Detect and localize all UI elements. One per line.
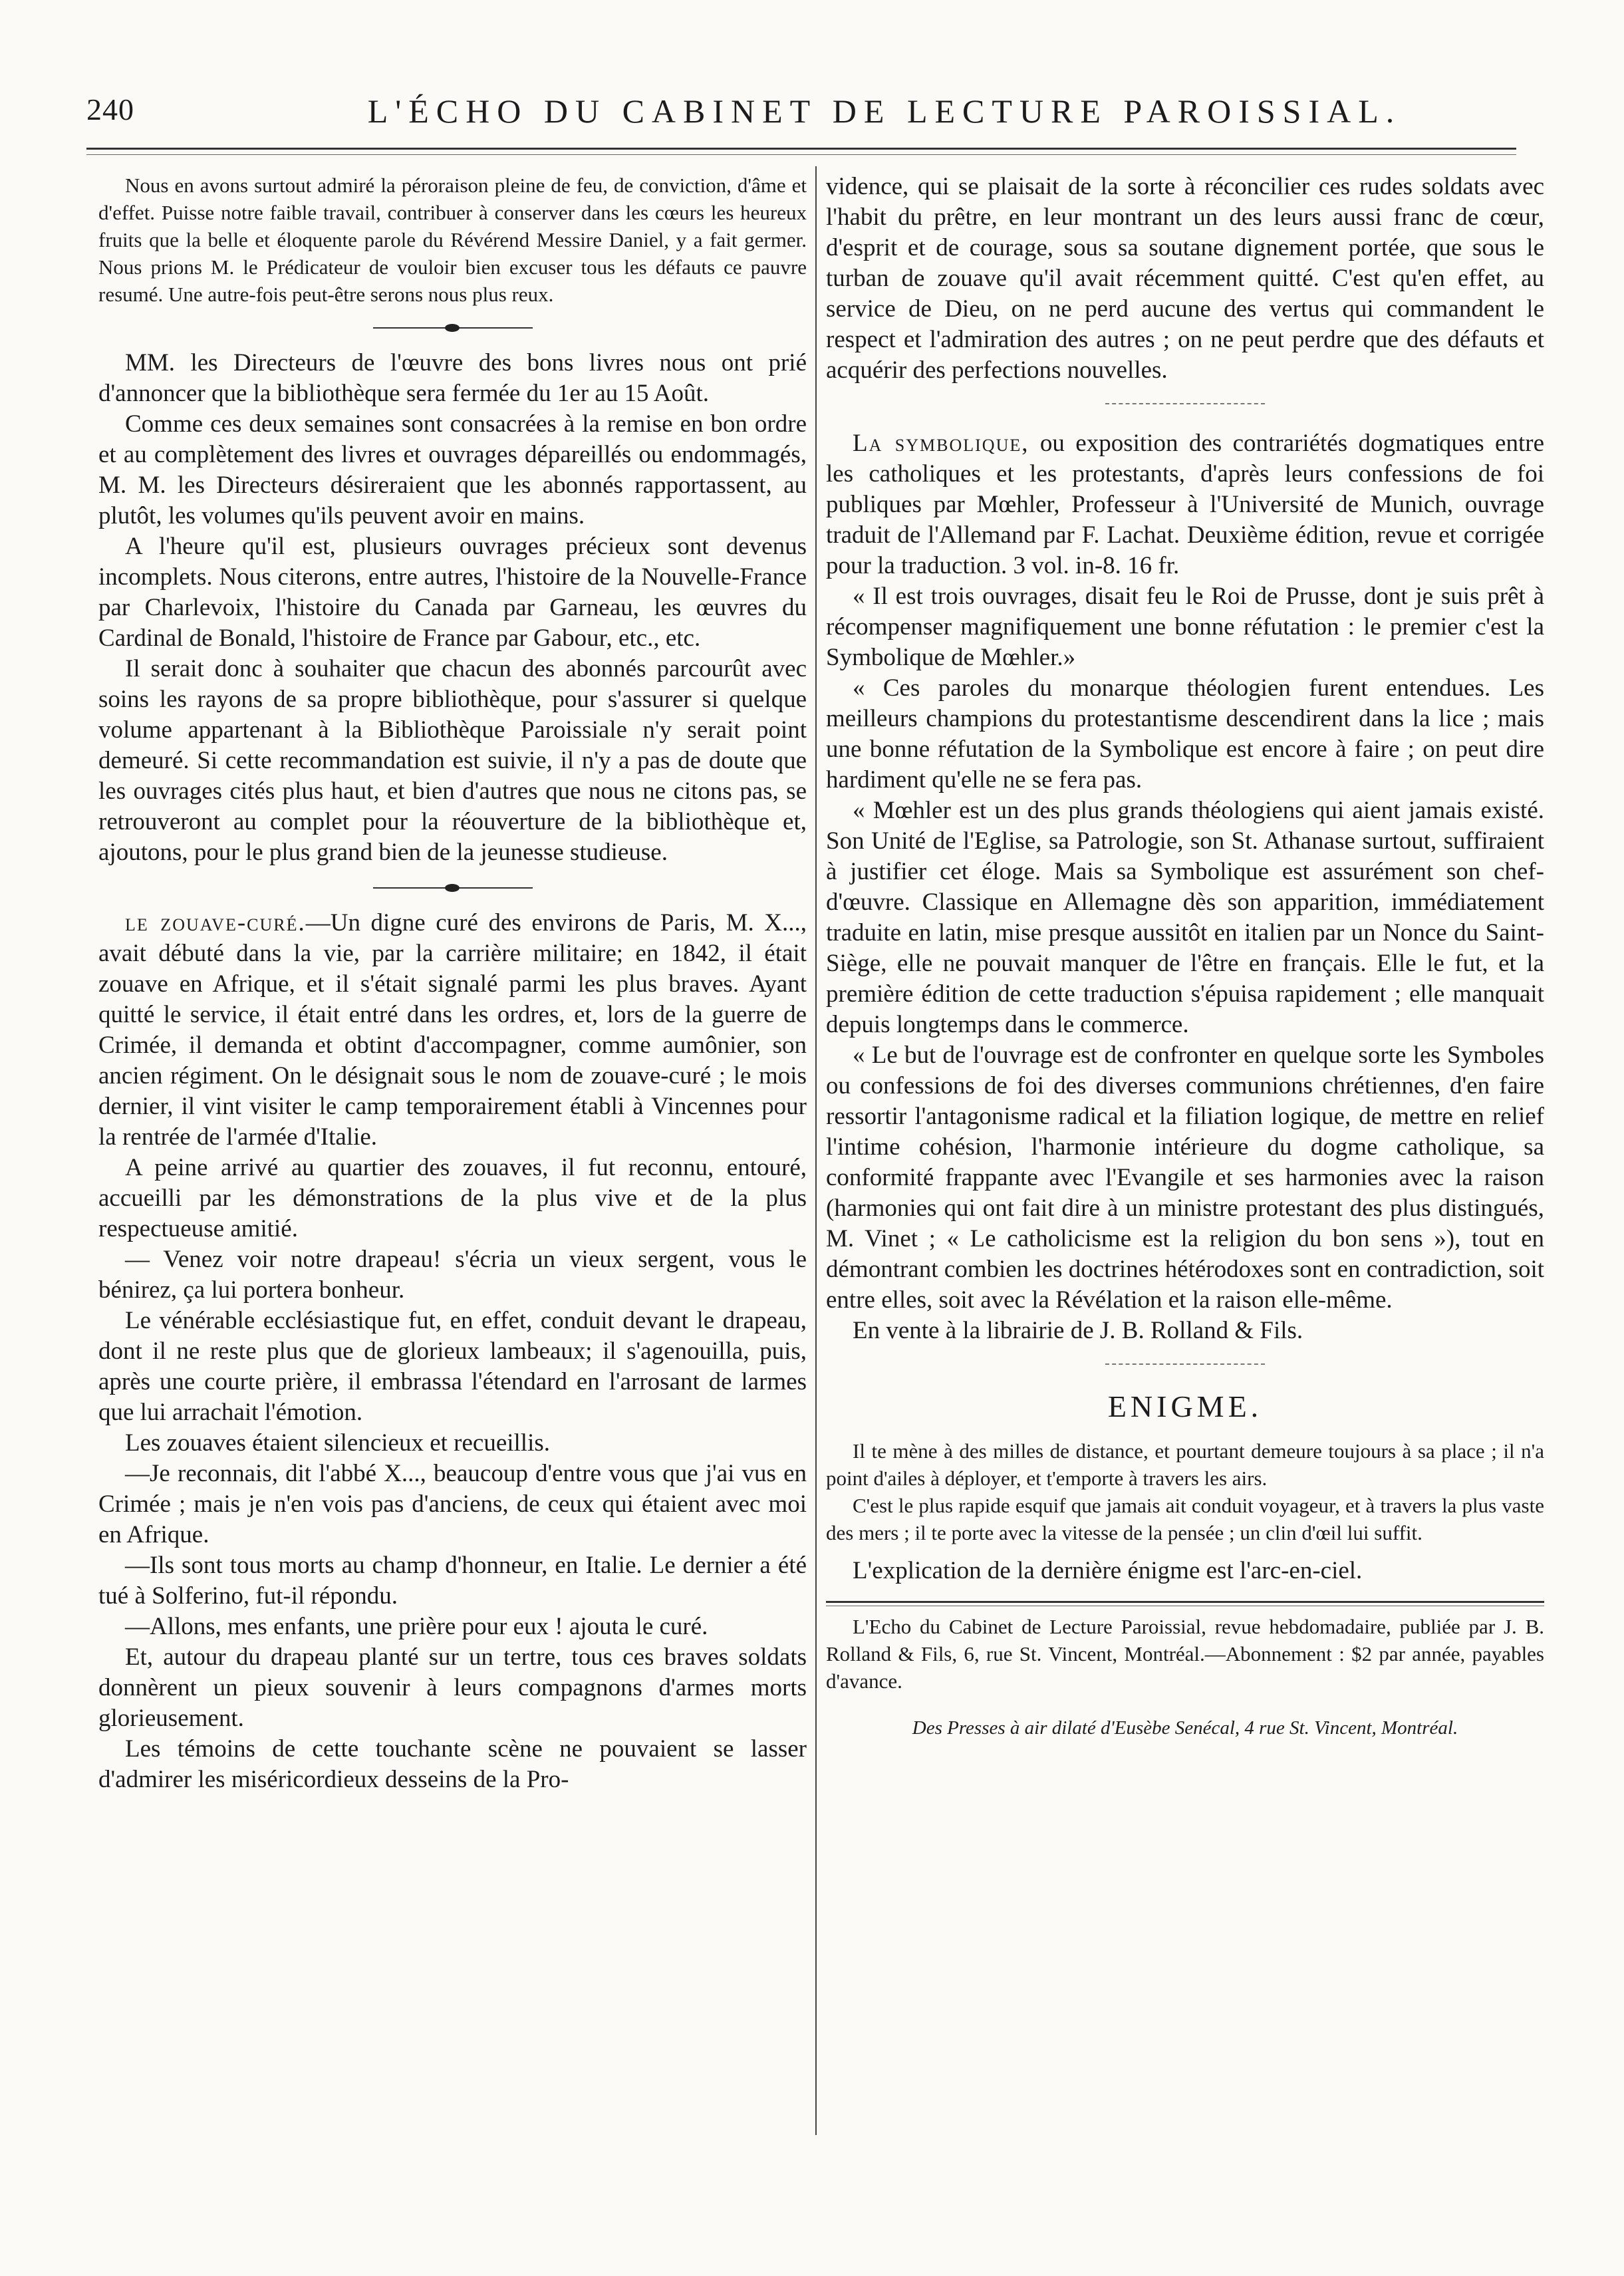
section-separator (373, 883, 533, 893)
paragraph-symbolique: « Il est trois ouvrages, disait feu le Roi de Prusse, dont je suis prêt à récompenser magnifiquement une bonne réfutation : le premier c'est la Symbolique de Mœhler.» (826, 583, 1544, 671)
paragraph-zouave: —Allons, mes enfants, une prière pour eux ! ajouta le curé. (125, 1613, 708, 1640)
paragraph-symbolique: « Mœhler est un des plus grands théologiens qui aient jamais existé. Son Unité de l'Eglise, sa Patrologie, son St. Athanase surtout, suffiraient à justifier cet éloge. Mais sa Symbolique est assurément son chef-d'œuvre. Classique en Allemagne dès son apparition, immédiatement traduite en latin, mise presque aussitôt en italien par un Nonce du Saint-Siège, elle ne pouvait manquer de l'être en français. Elle le fut, et la première édition de cette traduction s'épuisa rapidement ; elle manquait depuis longtemps dans le commerce. (826, 797, 1544, 1038)
paragraph-return-request: Comme ces deux semaines sont consacrées à la remise en bon ordre et au complètement des livres et ouvrages dépareillés ou endommagés, M. M. les Directeurs désireraient que les abonnés rapportassent, au plutôt, les volumes qu'ils peuvent avoir en mains. (98, 410, 807, 529)
subscription-notice: L'Echo du Cabinet de Lecture Paroissial, revue hebdomadaire, publiée par J. B. Rolland & Fils, 6, rue St. Vincent, Montréal.—Abonnement : $2 par année, payables d'avance. (826, 1615, 1544, 1693)
column-divider (815, 166, 817, 2135)
paragraph-announcement: MM. les Directeurs de l'œuvre des bons livres nous ont prié d'annoncer que la bibliothèque sera fermée du 1er au 15 Août. (98, 349, 807, 407)
symbolique-heading: La symbolique, (853, 430, 1029, 457)
printer-imprint: Des Presses à air dilaté d'Eusèbe Senécal, 4 rue St. Vincent, Montréal. (912, 1717, 1458, 1739)
paragraph-symbolique: La symbolique, ou exposition des contrariétés dogmatiques entre les catholiques et les protestants, d'après leurs confessions de foi publiques par Mœhler, Professeur à l'Université de Munich, ouvrage traduit de l'Allemand par F. Lachat. Deuxième édition, revue et corrigée pour la traduction. 3 vol. in-8. 16 fr. (826, 430, 1544, 579)
paragraph-recommendation: Il serait donc à souhaiter que chacun des abonnés parcourût avec soins les rayons de sa propre bibliothèque, pour s'assurer si quelque volume appartenant à la Bibliothèque Paroissiale n'y serait point demeuré. Si cette recommandation est suivie, il n'y a pas de doute que les ouvrages cités plus haut, et bien d'autres que nous ne citons pas, se retrouveront au complet pour la réouverture de la bibliothèque et, ajoutons, pour le plus grand bien de la jeunesse studieuse. (98, 655, 807, 866)
paragraph-incomplete-works: A l'heure qu'il est, plusieurs ouvrages précieux sont devenus incomplets. Nous citerons, entre autres, l'histoire de la Nouvelle-France par Charlevoix, l'histoire du Canada par Garneau, les œuvres du Cardinal de Bonald, l'histoire de France par Gabour, etc., etc. (98, 533, 807, 652)
zouave-heading: le zouave-curé. (125, 909, 306, 936)
header-rule (86, 148, 1516, 150)
paragraph-zouave: Le vénérable ecclésiastique fut, en effet, conduit devant le drapeau, dont il ne reste plus que de glorieux lambeaux; il s'agenouilla, puis, après une courte prière, il embrassa l'étendard en l'arrosant de larmes que lui arrachait l'émotion. (98, 1307, 807, 1426)
page-number: 240 (86, 92, 134, 126)
paragraph-conclusion: Nous en avons surtout admiré la péroraison pleine de feu, de conviction, d'âme et d'effet. Puisse notre faible travail, contribuer à conserver dans les cœurs les heureux fruits que la belle et éloquente parole du Révérend Messire Daniel, y a fait germer. Nous prions M. le Prédicateur de vouloir bien excuser tous les défauts ce pauvre resumé. Une autre-fois peut-être serons nous plus reux. (98, 174, 807, 306)
paragraph-continuation: vidence, qui se plaisait de la sorte à réconcilier ces rudes soldats avec l'habit du prêtre, en leur montrant un des leurs aussi franc de cœur, d'esprit et de courage, sous sa soutane dignement portée, que sous le turban de zouave qu'il avait récemment quitté. C'est qu'en effet, au service de Dieu, on ne perd aucune des vertus qui commandent le respect et l'admiration des autres ; on ne peut perdre que des défauts et acquérir des perfections nouvelles. (826, 173, 1544, 384)
right-column (826, 172, 1544, 1739)
paragraph-zouave: Les zouaves étaient silencieux et recueillis. (125, 1429, 551, 1457)
paragraph-zouave: —Ils sont tous morts au champ d'honneur, en Italie. Le dernier a été tué à Solferino, fut-il répondu. (98, 1552, 807, 1610)
section-separator (1105, 1363, 1265, 1371)
paragraph-zouave: — Venez voir notre drapeau! s'écria un vieux sergent, vous le bénirez, ça lui portera bonheur. (98, 1246, 807, 1304)
paragraph-zouave: Les témoins de cette touchante scène ne pouvaient se lasser d'admirer les miséricordieux desseins de la Pro- (98, 1735, 807, 1793)
paragraph-symbolique: « Ces paroles du monarque théologien furent entendues. Les meilleurs champions du protestantisme descendirent dans la lice ; mais une bonne réfutation de la Symbolique est encore à faire ; on peut dire hardiment qu'elle ne se fera pas. (826, 674, 1544, 793)
paragraph-enigme: C'est le plus rapide esquif que jamais ait conduit voyageur, et à travers la plus vaste des mers ; il te porte avec la vitesse de la pensée ; un clin d'œil lui suffit. (826, 1494, 1544, 1544)
paragraph-zouave: —Je reconnais, dit l'abbé X..., beaucoup d'entre vous que j'ai vus en Crimée ; mais je n'en vois pas d'anciens, de ceux qui étaient avec moi en Afrique. (98, 1460, 807, 1548)
paragraph-zouave: Et, autour du drapeau planté sur un tertre, tous ces braves soldats donnèrent un pieux souvenir à leurs compagnons d'armes morts glorieusement. (98, 1643, 807, 1732)
enigme-title: ENIGME. (1107, 1389, 1263, 1423)
left-column (98, 172, 807, 1795)
footer-rule (826, 1601, 1544, 1603)
page-header (86, 92, 1516, 145)
paragraph-zouave-intro: le zouave-curé.—Un digne curé des environs de Paris, M. X..., avait débuté dans la vie, par la carrière militaire; en 1842, il était zouave en Afrique, et il s'était signalé parmi les plus braves. Ayant quitté le service, il était entré dans les ordres, et, lors de la guerre de Crimée, il demanda et obtint d'accompagner, comme aumônier, son ancien régiment. On le désignait sous le nom de zouave-curé ; le mois dernier, il vint visiter le camp temporairement établi à Vincennes pour la rentrée de l'armée d'Italie. (98, 909, 807, 1151)
section-separator (373, 323, 533, 333)
paragraph-enigme-answer: L'explication de la dernière énigme est l'arc-en-ciel. (853, 1557, 1363, 1584)
paragraph-symbolique: « Le but de l'ouvrage est de confronter en quelque sorte les Symboles ou confessions de foi des diverses communions chrétiennes, d'en faire ressortir l'antagonisme radical et la filiation logique, de mettre en relief l'intime cohésion, l'harmonie intérieure du dogme catholique, sa conformité frappante avec l'Evangile et ses harmonies avec la raison (harmonies qui ont fait dire à un ministre protestant des plus distingués, M. Vinet ; « Le catholicisme est la religion du bon sens »), tout en démontrant combien les doctrines hétérodoxes sont en contradiction, soit entre elles, soit avec la Révélation et la raison elle-même. (826, 1042, 1544, 1314)
paragraph-zouave: A peine arrivé au quartier des zouaves, il fut reconnu, entouré, accueilli par les démonstrations de la plus vive et de la plus respectueuse amitié. (98, 1154, 807, 1242)
journal-title: L'ÉCHO DU CABINET DE LECTURE PAROISSIAL. (367, 92, 1402, 130)
header-rule-thin (86, 154, 1516, 155)
paragraph-enigme: Il te mène à des milles de distance, et pourtant demeure toujours à sa place ; il n'a point d'ailes à déployer, et t'emporte à travers les airs. (826, 1439, 1544, 1490)
section-separator (1105, 403, 1265, 411)
paragraph-sale-notice: En vente à la librairie de J. B. Rolland & Fils. (853, 1317, 1303, 1344)
